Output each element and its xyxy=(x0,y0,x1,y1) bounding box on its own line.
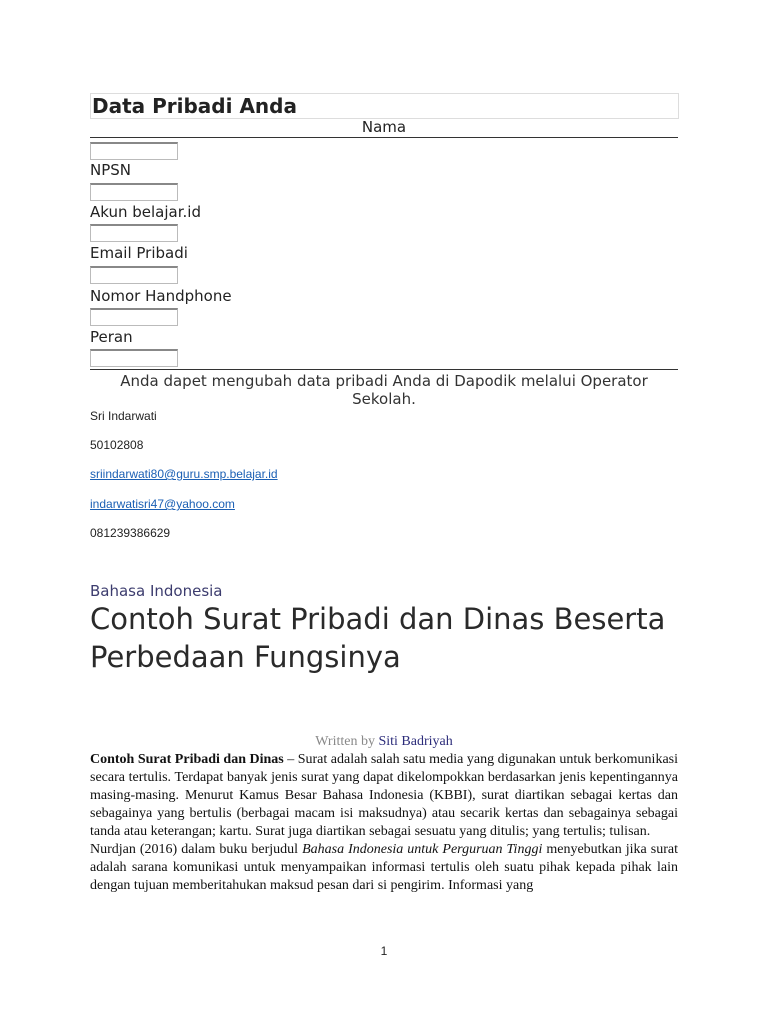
byline-prefix: Written by xyxy=(315,734,375,749)
nama-column-header: Nama xyxy=(361,118,407,136)
table-bottom-rule xyxy=(90,369,678,370)
book-title: Bahasa Indonesia untuk Perguruan Tinggi xyxy=(302,842,543,857)
email-pribadi-input[interactable] xyxy=(90,266,178,284)
npsn-label: NPSN xyxy=(90,161,132,179)
npsn-value: 50102808 xyxy=(90,438,144,452)
nomor-handphone-label: Nomor Handphone xyxy=(90,287,232,305)
article-category[interactable]: Bahasa Indonesia xyxy=(90,582,223,600)
page-number: 1 xyxy=(380,944,388,958)
akun-belajar-input[interactable] xyxy=(90,224,178,242)
article-body xyxy=(90,751,678,895)
paragraph-lead: Contoh Surat Pribadi dan Dinas xyxy=(90,752,284,767)
paragraph xyxy=(90,751,678,841)
phone-value: 081239386629 xyxy=(90,526,171,540)
nama-input[interactable] xyxy=(90,142,178,160)
nama-value: Sri Indarwati xyxy=(90,409,157,423)
nomor-handphone-input[interactable] xyxy=(90,308,178,326)
akun-belajar-label: Akun belajar.id xyxy=(90,203,201,221)
author-link[interactable]: Siti Badriyah xyxy=(378,734,453,749)
article-byline xyxy=(90,733,678,750)
npsn-input[interactable] xyxy=(90,183,178,201)
akun-belajar-link[interactable]: sriindarwati80@guru.smp.belajar.id xyxy=(90,467,278,481)
paragraph-text: menyebutkan jika surat adalah sarana komunikasi untuk menyampaikan informasi tertulis oleh suatu pihak kepada pihak lain dengan tujuan memberitahukan maksud pesan dari si pengirim. Informasi yang xyxy=(90,842,678,893)
paragraph-text: Nurdjan (2016) dalam buku berjudul xyxy=(90,842,303,857)
peran-label: Peran xyxy=(90,328,133,346)
form-title: Data Pribadi Anda xyxy=(90,93,679,119)
email-pribadi-link[interactable]: indarwatisri47@yahoo.com xyxy=(90,497,235,511)
peran-input[interactable] xyxy=(90,349,178,367)
paragraph-text: – Surat adalah salah satu media yang digunakan untuk berkomunikasi secara tertulis. Terdapat banyak jenis surat yang dapat dikelompokkan berdasarkan jenis kepentingannya masing-masing. Menurut Kamus Besar Bahasa Indonesia (KBBI), surat diartikan sebagai kertas dan sebagainya yang bertulis (berbagai macam isi maksudnya) atau secarik kertas dan sebagainya sebagai tanda atau keterangan; kartu. Surat juga diartikan sebagai sesuatu yang ditulis; yang tertulis; tulisan. xyxy=(90,752,678,839)
paragraph xyxy=(90,841,678,895)
table-top-rule xyxy=(90,137,678,138)
article-title: Contoh Surat Pribadi dan Dinas Beserta Perbedaan Fungsinya xyxy=(90,602,666,674)
email-pribadi-label: Email Pribadi xyxy=(90,244,188,262)
dapodik-note: Anda dapet mengubah data pribadi Anda di Dapodik melalui Operator Sekolah. xyxy=(120,372,648,408)
